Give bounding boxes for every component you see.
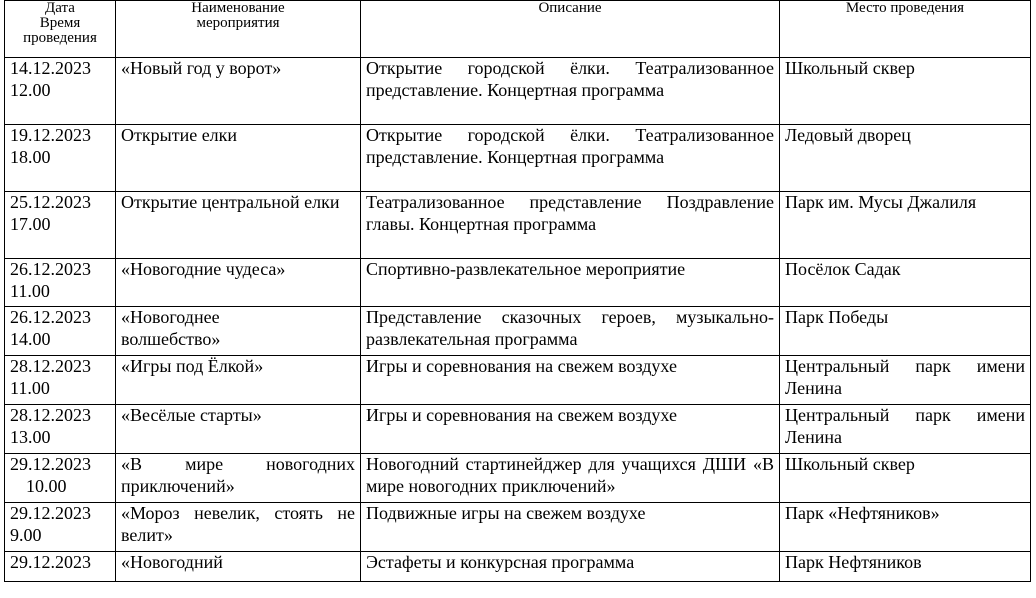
date-cell (5, 405, 116, 454)
event-date: 19.12.2023 (10, 125, 91, 145)
event-date: 26.12.2023 (10, 307, 91, 327)
event-name: «Новогодний (116, 552, 361, 582)
header-date-time (5, 1, 116, 58)
date-cell (5, 356, 116, 405)
event-place: Парк «Нефтяников» (780, 503, 1031, 552)
event-date: 26.12.2023 (10, 259, 91, 279)
event-description: Представление сказочных героев, музыкально-развлекательная программа (361, 307, 780, 356)
table-row (5, 58, 1031, 125)
event-time: 17.00 (10, 213, 51, 234)
event-time: 14.00 (10, 328, 51, 349)
header-row (5, 1, 1031, 58)
event-time: 12.00 (10, 79, 51, 100)
event-date: 14.12.2023 (10, 58, 91, 78)
event-name: «Новогоднее волшебство» (116, 307, 361, 356)
date-cell (5, 552, 116, 582)
event-name: «Новый год у ворот» (116, 58, 361, 125)
event-place: Центральный парк имени Ленина (780, 405, 1031, 454)
event-description: Спортивно-развлекательное мероприятие (361, 259, 780, 307)
date-cell (5, 259, 116, 307)
header-date-line-2: Время (39, 15, 81, 31)
event-place: Посёлок Садак (780, 259, 1031, 307)
event-date: 25.12.2023 (10, 192, 91, 212)
header-date-line-1: Дата (45, 0, 75, 16)
date-cell (5, 307, 116, 356)
event-date: 29.12.2023 (10, 454, 91, 474)
event-place: Школьный сквер (780, 58, 1031, 125)
events-table (4, 0, 1031, 582)
date-cell (5, 192, 116, 259)
event-name: Открытие центральной елки (116, 192, 361, 259)
table-row (5, 356, 1031, 405)
table-row (5, 552, 1031, 582)
event-description: Игры и соревнования на свежем воздухе (361, 405, 780, 454)
table-row (5, 192, 1031, 259)
event-time: 18.00 (10, 146, 51, 167)
date-cell (5, 125, 116, 192)
event-time: 10.00 (26, 475, 67, 496)
event-description: Новогодний стартинейджер для учащихся ДШИ «В мире новогодних приключений» (361, 454, 780, 503)
event-date: 28.12.2023 (10, 405, 91, 425)
event-time: 13.00 (10, 426, 51, 447)
event-date: 29.12.2023 (10, 552, 91, 572)
event-name: «Мороз невелик, стоять не велит» (116, 503, 361, 552)
date-cell (5, 454, 116, 503)
event-time: 9.00 (10, 524, 42, 545)
table-row (5, 259, 1031, 307)
event-name: «Игры под Ёлкой» (116, 356, 361, 405)
event-description: Эстафеты и конкурсная программа (361, 552, 780, 582)
event-description: Открытие городской ёлки. Театрализованное представление. Концертная программа (361, 58, 780, 125)
event-date: 28.12.2023 (10, 356, 91, 376)
date-cell (5, 503, 116, 552)
event-name: «В мире новогодних приключений» (116, 454, 361, 503)
event-place: Парк им. Мусы Джалиля (780, 192, 1031, 259)
event-name: «Весёлые старты» (116, 405, 361, 454)
header-description: Описание (361, 1, 780, 58)
event-place: Центральный парк имени Ленина (780, 356, 1031, 405)
event-place: Ледовый дворец (780, 125, 1031, 192)
table-row (5, 454, 1031, 503)
table-row (5, 307, 1031, 356)
event-description: Игры и соревнования на свежем воздухе (361, 356, 780, 405)
event-time: 11.00 (10, 280, 50, 301)
event-date: 29.12.2023 (10, 503, 91, 523)
event-description: Подвижные игры на свежем воздухе (361, 503, 780, 552)
event-name: «Новогодние чудеса» (116, 259, 361, 307)
table-row (5, 125, 1031, 192)
table-row (5, 503, 1031, 552)
table-row (5, 405, 1031, 454)
date-cell (5, 58, 116, 125)
event-time: 11.00 (10, 377, 50, 398)
header-name (116, 1, 361, 58)
event-place: Школьный сквер (780, 454, 1031, 503)
header-place: Место проведения (780, 1, 1031, 58)
header-date-line-3: проведения (23, 30, 97, 46)
header-name-line-2: мероприятия (196, 15, 280, 31)
event-place: Парк Нефтяников (780, 552, 1031, 582)
event-description: Театрализованное представление Поздравление главы. Концертная программа (361, 192, 780, 259)
header-name-line-1: Наименование (191, 0, 285, 16)
event-description: Открытие городской ёлки. Театрализованное представление. Концертная программа (361, 125, 780, 192)
event-name: Открытие елки (116, 125, 361, 192)
event-place: Парк Победы (780, 307, 1031, 356)
